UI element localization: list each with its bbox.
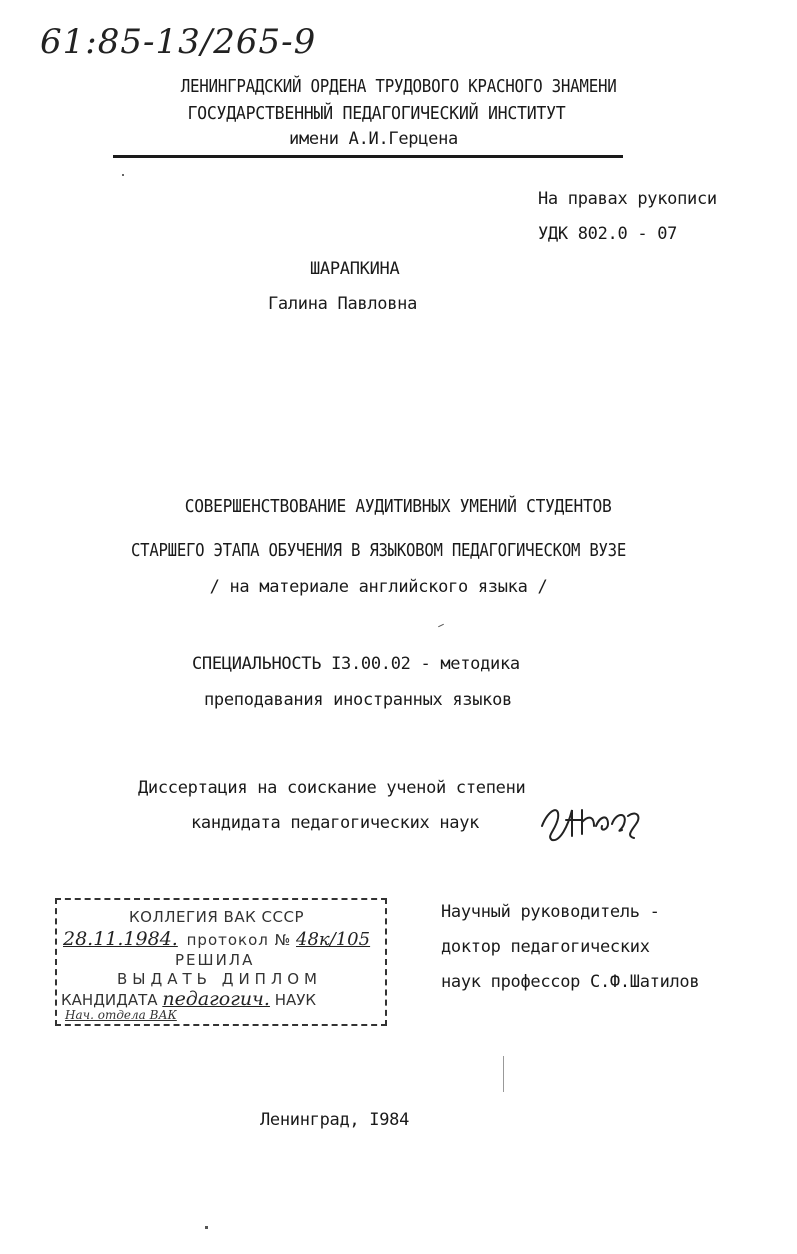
specialty-line-1: СПЕЦИАЛЬНОСТЬ I3.00.02 - методика bbox=[192, 654, 520, 674]
margin-mark bbox=[503, 1056, 504, 1092]
signature bbox=[538, 796, 658, 846]
header-line-2: ГОСУДАРСТВЕННЫЙ ПЕДАГОГИЧЕСКИЙ ИНСТИТУТ bbox=[187, 103, 566, 124]
stamp-degree-suffix: НАУК bbox=[274, 991, 317, 1009]
supervisor-line-3: наук профессор С.Ф.Шатилов bbox=[441, 972, 700, 992]
stamp-line-2 bbox=[63, 928, 370, 950]
udk-code: УДК 802.0 - 07 bbox=[538, 224, 678, 244]
stamp-line-6: Нач. отдела ВАК bbox=[65, 1008, 177, 1022]
title-line-2: СТАРШЕГО ЭТАПА ОБУЧЕНИЯ В ЯЗЫКОВОМ ПЕДАГОГИЧЕСКОМ ВУЗЕ bbox=[130, 540, 627, 561]
stamp-line-3: РЕШИЛА bbox=[175, 951, 255, 969]
header-divider bbox=[113, 155, 623, 158]
dissertation-line-2: кандидата педагогических наук bbox=[191, 813, 480, 833]
vak-stamp bbox=[55, 898, 387, 1026]
header-line-3: имени А.И.Герцена bbox=[289, 129, 458, 149]
stamp-line-1: КОЛЛЕГИЯ ВАК СССР bbox=[129, 908, 304, 926]
title-line-3: / на материале английского языка / bbox=[209, 577, 548, 597]
stamp-degree-field: педагогич. bbox=[162, 988, 270, 1010]
dot-mark bbox=[122, 174, 124, 176]
dissertation-line-1: Диссертация на соискание ученой степени bbox=[138, 778, 526, 798]
stamp-protocol-label: протокол № bbox=[186, 931, 292, 949]
stamp-degree-prefix: КАНДИДАТА bbox=[61, 991, 158, 1009]
place-year: Ленинград, I984 bbox=[260, 1110, 410, 1130]
author-name: Галина Павловна bbox=[268, 294, 418, 314]
supervisor-line-2: доктор педагогических bbox=[441, 937, 650, 957]
stamp-date: 28.11.1984. bbox=[63, 928, 178, 950]
bottom-dot bbox=[205, 1226, 208, 1229]
author-surname: ШАРАПКИНА bbox=[310, 259, 400, 279]
supervisor-line-1: Научный руководитель - bbox=[441, 902, 660, 922]
stamp-protocol-number: 48к/105 bbox=[296, 929, 371, 950]
header-line-1: ЛЕНИНГРАДСКИЙ ОРДЕНА ТРУДОВОГО КРАСНОГО ЗНАМЕНИ bbox=[180, 76, 617, 97]
stamp-line-4: ВЫДАТЬ ДИПЛОМ bbox=[117, 970, 322, 988]
stamp-line-5 bbox=[61, 988, 316, 1010]
archive-code: 61:85-13/265-9 bbox=[40, 22, 317, 62]
pen-tick bbox=[438, 624, 444, 627]
specialty-line-2: преподавания иностранных языков bbox=[204, 690, 512, 710]
title-line-1: СОВЕРШЕНСТВОВАНИЕ АУДИТИВНЫХ УМЕНИЙ СТУДЕНТОВ bbox=[185, 496, 612, 517]
rights-label: На правах рукописи bbox=[538, 189, 717, 209]
